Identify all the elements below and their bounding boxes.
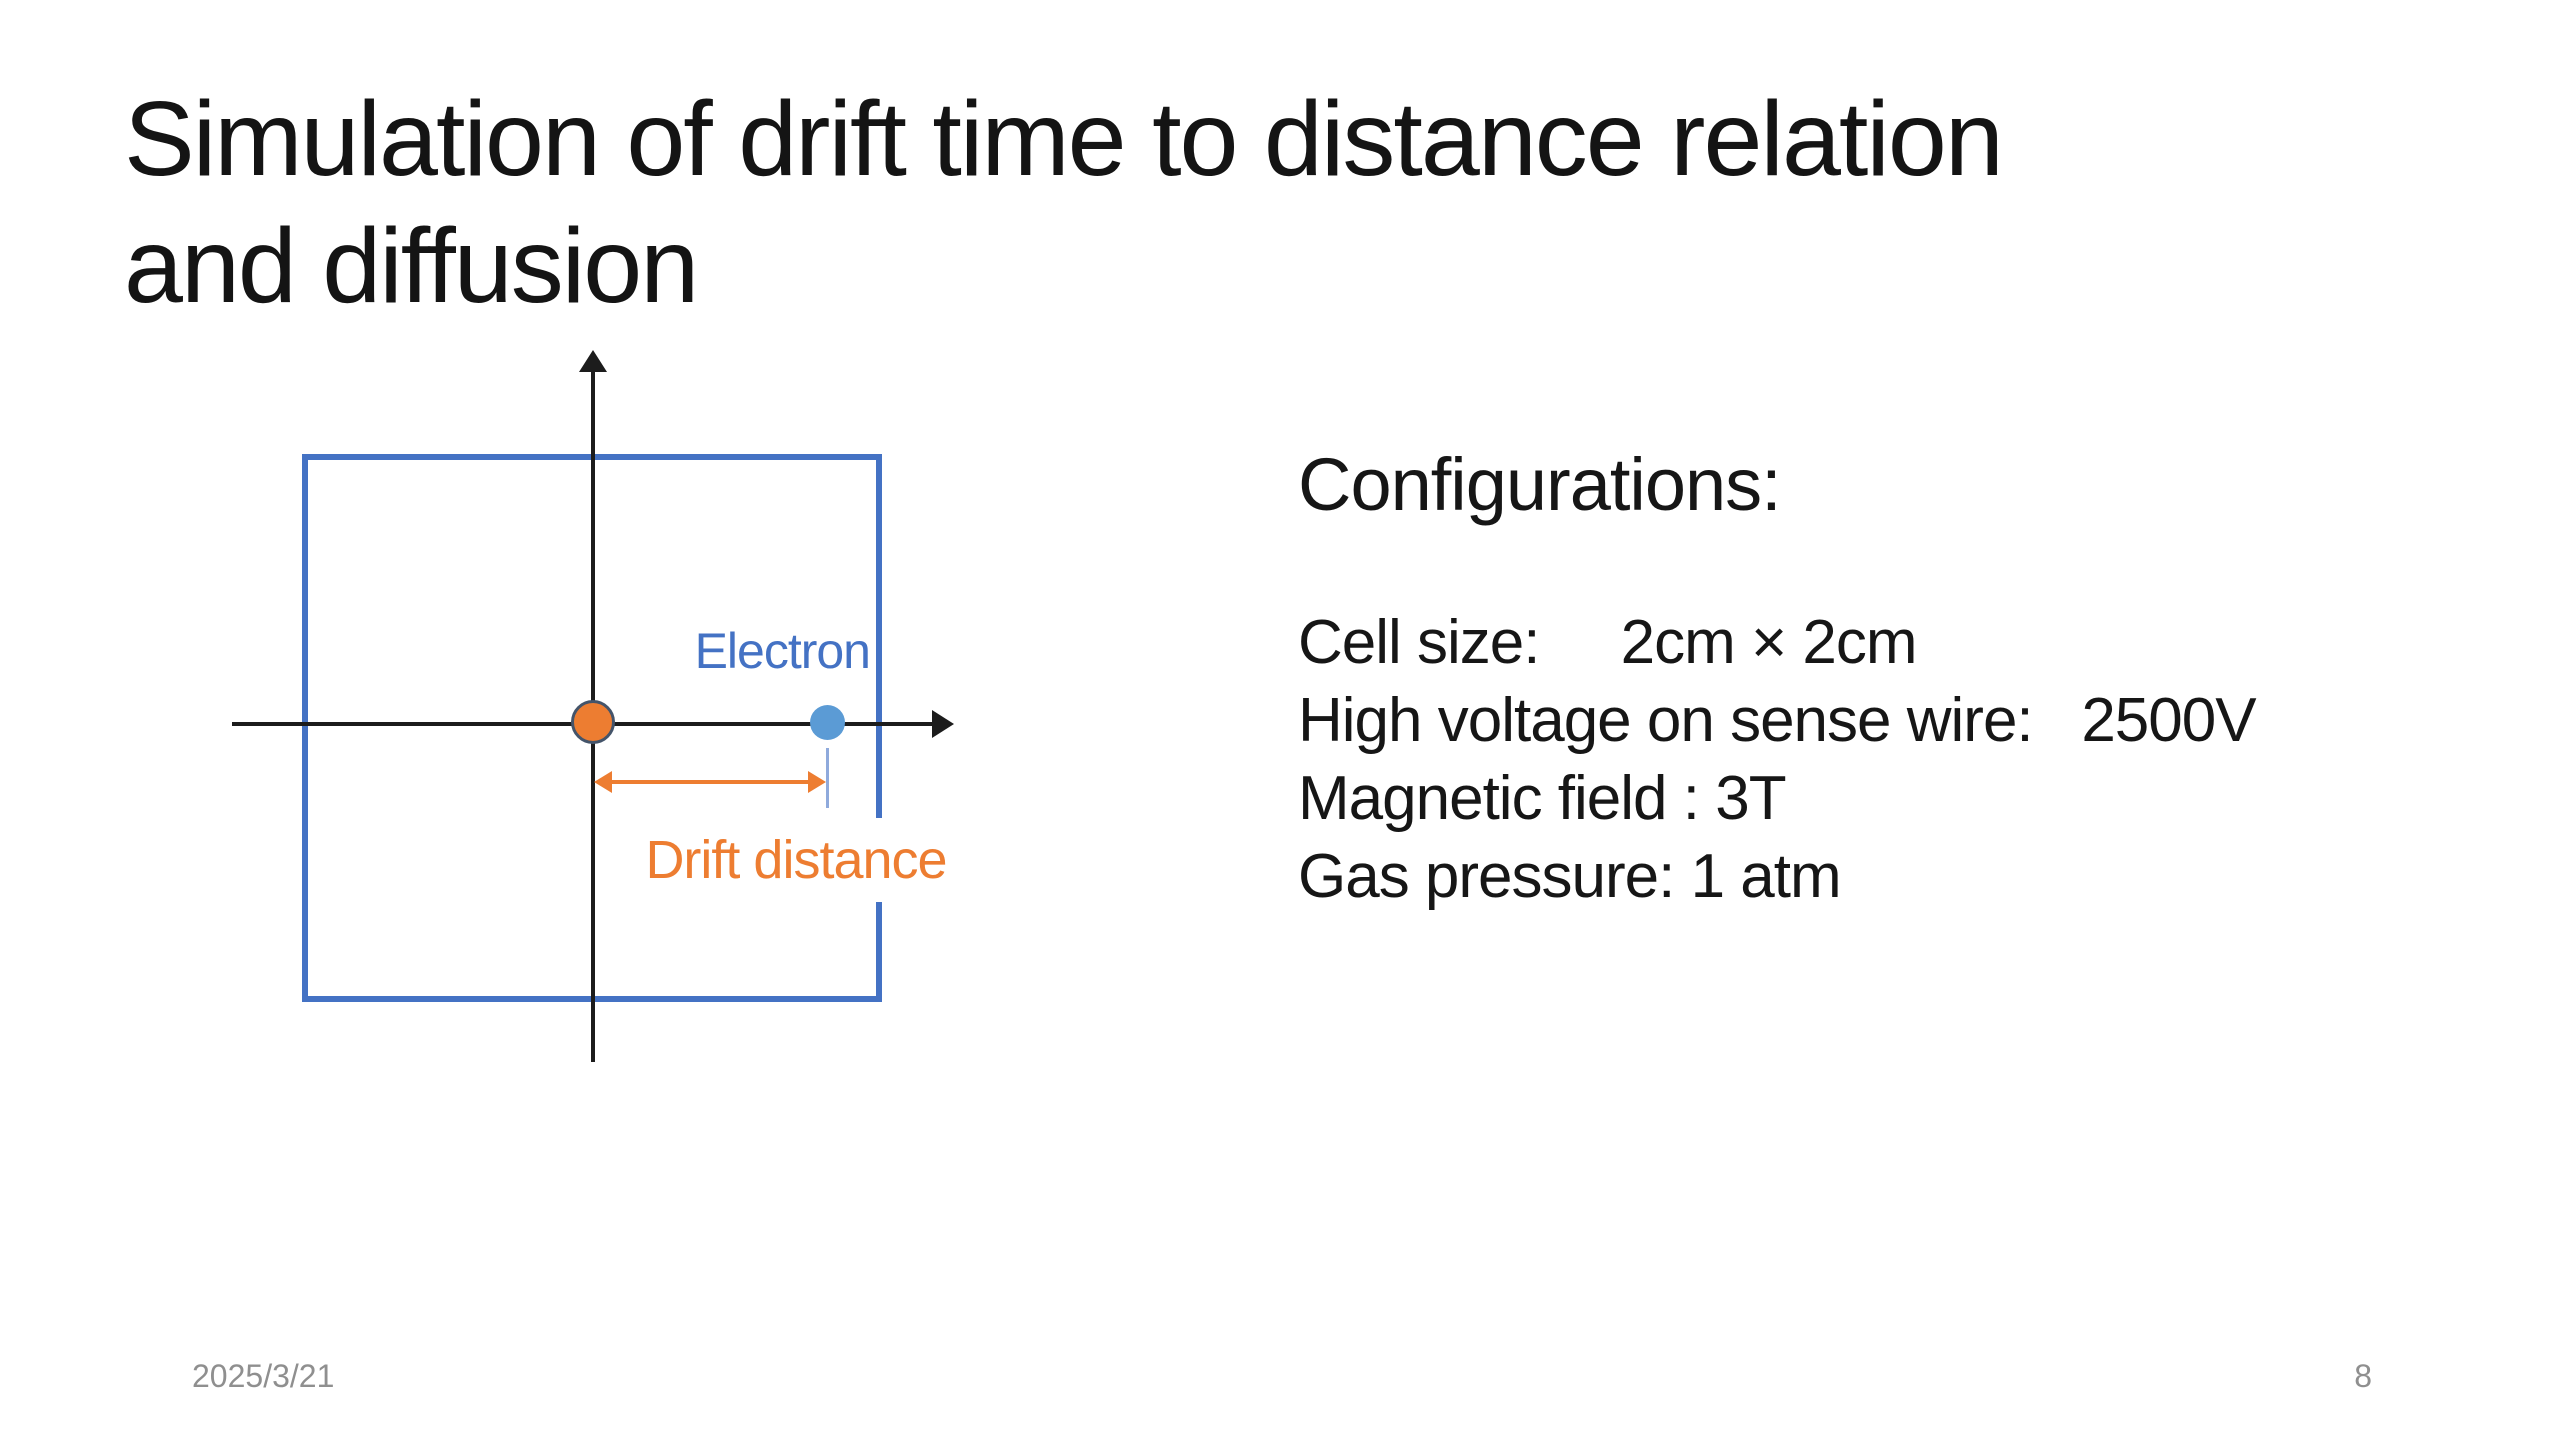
- drift-distance-arrow: [608, 780, 814, 784]
- config-line-high-voltage: High voltage on sense wire: 2500V: [1298, 686, 2256, 755]
- drift-distance-label: Drift distance: [628, 818, 964, 902]
- config-line-gas-pressure: Gas pressure: 1 atm: [1298, 842, 1841, 911]
- drift-arrow-right-head-icon: [808, 771, 826, 793]
- slide-page-number: 8: [2354, 1358, 2372, 1394]
- y-axis-arrowhead-icon: [579, 350, 607, 372]
- electron-position-tick: [826, 748, 829, 808]
- configurations-list: [1298, 604, 2448, 916]
- electron-label: Electron: [694, 623, 870, 679]
- drift-arrow-left-head-icon: [594, 771, 612, 793]
- electron-dot: [810, 705, 845, 740]
- config-line-cell-size: Cell size: 2cm × 2cm: [1298, 608, 1917, 677]
- slide-title: [124, 76, 2444, 330]
- slide-title-line-1: Simulation of drift time to distance relation: [124, 80, 2002, 198]
- configurations-heading: Configurations:: [1298, 443, 1781, 526]
- slide-title-line-2: and diffusion: [124, 207, 698, 325]
- x-axis-arrowhead-icon: [932, 710, 954, 738]
- config-line-magnetic-field: Magnetic field : 3T: [1298, 764, 1786, 833]
- slide-date: 2025/3/21: [192, 1358, 335, 1394]
- sense-wire-dot: [571, 700, 615, 744]
